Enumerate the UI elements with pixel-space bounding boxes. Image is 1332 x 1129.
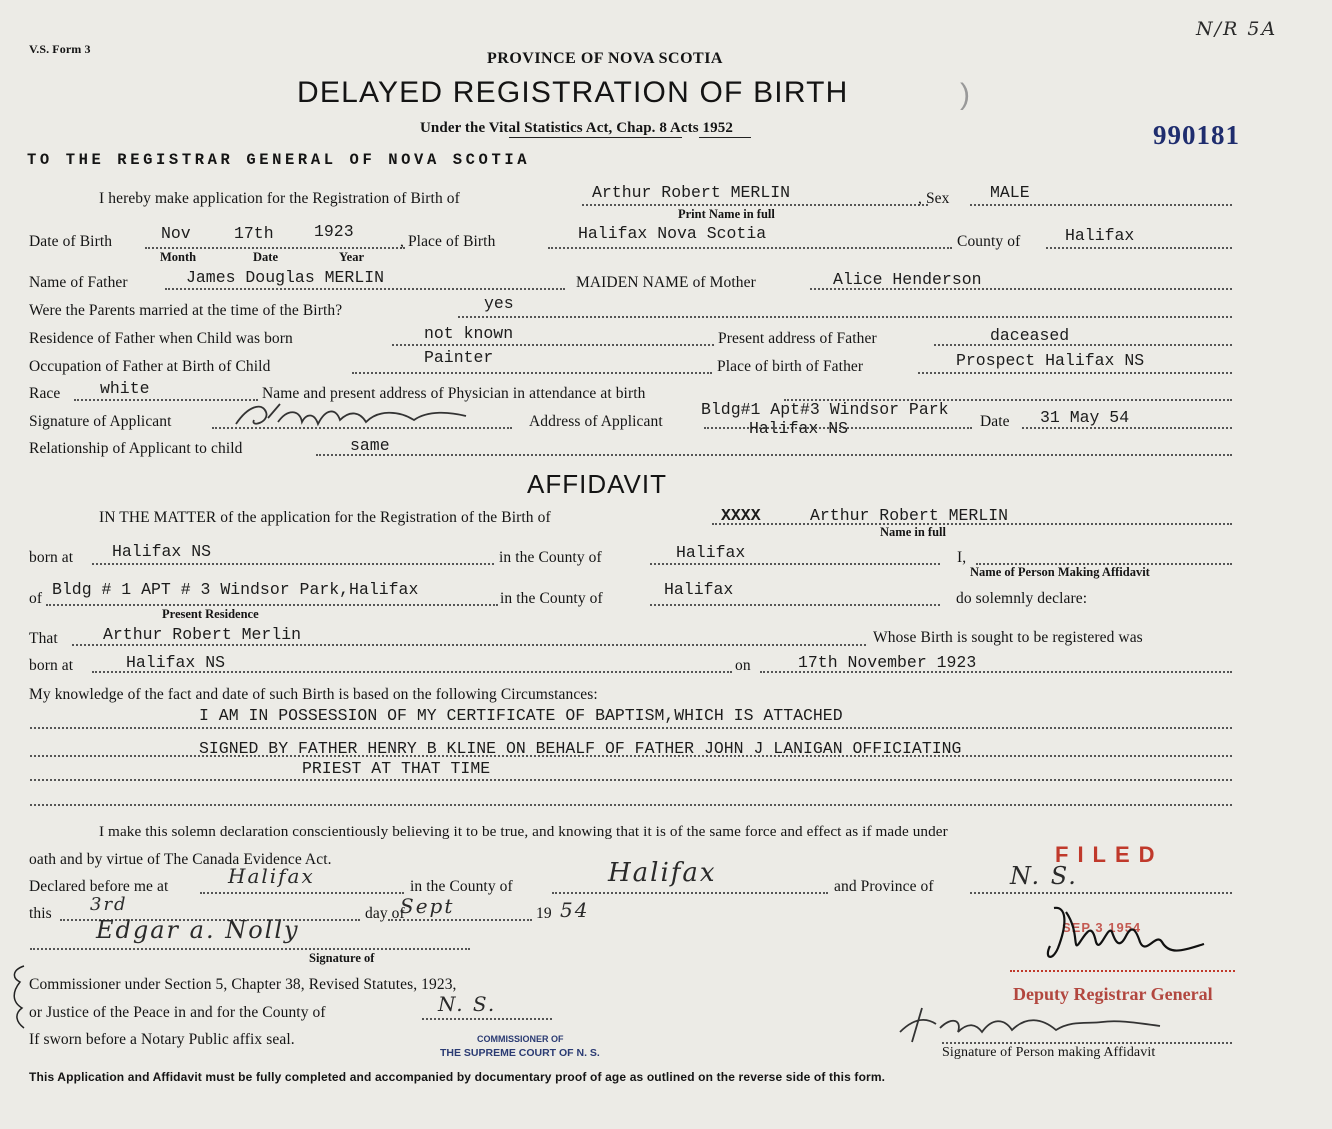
physician-label: Name and present address of Physician in attendance at birth xyxy=(262,385,646,402)
applicant-address-line2: Halifax NS xyxy=(749,419,849,438)
name-in-full-caption: Name in full xyxy=(880,525,946,539)
place-of-birth-label: , Place of Birth xyxy=(400,233,496,250)
dob-label: Date of Birth xyxy=(29,233,113,250)
this-label: this xyxy=(29,905,52,922)
sex-label: , Sex xyxy=(918,190,950,207)
affiant-signature-text xyxy=(960,1014,988,1015)
registrar-signature xyxy=(1036,902,1211,970)
place-of-birth-field: Halifax Nova Scotia xyxy=(578,224,767,243)
birth-registration-form: V.S. Form 3 N/R 5A PROVINCE OF NOVA SCOTIA DELAYED REGISTRATION OF BIRTH ) Under the Vital Statistics Act, Chap. 8 Acts 1952 990181 TO THE REGISTRAR GENERAL OF NOVA SCOTIA I hereby make application for the Registration of Birth of Arthur Robert MERLIN Print Name in full , Sex MALE Date of Birth Nov 17th 1923 Month Date Year , Place of Birth Halifax Nova Scotia County of Halifax Name of Father James Douglas MERLIN MAIDEN NAME of Mother Alice Henderson Were the Parents married at the time of the Birth? yes Residence of Father when Child was born not known Present address of Father daceased Occupation of Father at Birth of Child Painter Place of birth of Father Prospect Halifax NS Race white Name and present address of Physician in attendance at birth Signature of Applicant Address of Applicant Bldg#1 Apt#3 Windsor Park Halifax NS Date 31 May 54 Relationship of Applicant to child same AFFIDAVIT IN THE MATTER of the application for the Registration of the Birth of XXXX Arthur Robert MERLIN Name in full born at Halifax NS in the County of Halifax I, Name of Person Making Affidavit of Bldg # 1 APT # 3 Windsor Park,Halifax Present Residence in the County of Halifax do solemnly declare: That Arthur Robert Merlin Whose Birth is sought to be registered was born at Halifax NS on 17th November 1923 My knowledge of the fact and date of such Birth is based on the following Circumstances: I AM IN POSSESSION OF MY CERTIFICATE OF BAPTISM,WHICH IS ATTACHED SIGNED BY FATHER HENRY B KLINE ON BEHALF OF FATHER JOHN J LANIGAN OFFICIATING PRIEST AT THAT TIME I make this solemn declaration conscientiously believing it to be true, and knowing that it is of the same force and effect as if made under oath and by virtue of The Canada Evidence Act. Declared before me at Halifax in the County of Halifax and Province of N. S. this 3rd day of Sept 19 54 Edgar a. Nolly Signature of Commissioner under Section 5, Chapter 38, Revised Statutes, 1923, or Justice of the Peace in and for the County of N. S. If sworn before a Notary Public affix seal. COMMISSIONER OF THE SUPREME COURT OF N. S. FILED SEP 3 1954 Deputy Registrar General Signature of Person making Affidavit This Application and Affidavit must be fully completed and accompanied by documentary proof of age as outlined on the reverse side of this form. xyxy=(0,0,1332,1129)
parents-married-field: yes xyxy=(484,294,514,313)
applicant-signature xyxy=(228,398,483,432)
born-on-field: 17th November 1923 xyxy=(798,653,977,672)
circumstance-line-2: SIGNED BY FATHER HENRY B KLINE ON BEHALF OF FATHER JOHN J LANIGAN OFFICIATING xyxy=(199,739,962,758)
affiant-signature-caption: Signature of Person making Affidavit xyxy=(942,1045,1156,1060)
born-at-field: Halifax NS xyxy=(112,542,212,561)
affiant-residence-field: Bldg # 1 APT # 3 Windsor Park,Halifax xyxy=(52,580,419,599)
declared-county-field: Halifax xyxy=(608,858,717,888)
father-birthplace-label: Place of birth of Father xyxy=(717,358,864,375)
year-caption: Year xyxy=(339,250,364,264)
dob-month-field: Nov xyxy=(161,224,191,243)
margin-note: N/R 5A xyxy=(1196,18,1278,40)
registration-number: 990181 xyxy=(1153,120,1240,150)
born-at-label: born at xyxy=(29,549,74,566)
that-name-field: Arthur Robert Merlin xyxy=(103,625,302,644)
knowledge-label: My knowledge of the fact and date of such Birth is based on the following Circumstances: xyxy=(29,686,598,703)
mother-maiden-label: MAIDEN NAME of Mother xyxy=(576,274,756,291)
sex-field: MALE xyxy=(990,183,1030,202)
father-birthplace-field: Prospect Halifax NS xyxy=(956,351,1145,370)
affidavit-heading: AFFIDAVIT xyxy=(527,469,667,499)
father-occupation-label: Occupation of Father at Birth of Child xyxy=(29,358,271,375)
county-field: Halifax xyxy=(1065,226,1135,245)
race-field: white xyxy=(100,379,150,398)
relationship-label: Relationship of Applicant to child xyxy=(29,440,243,457)
of-label: of xyxy=(29,590,43,607)
commissioner-stamp-line2: THE SUPREME COURT OF N. S. xyxy=(440,1047,600,1059)
struck-text: XXXX xyxy=(721,506,761,525)
notary-line: If sworn before a Notary Public affix seal. xyxy=(29,1031,295,1048)
intro-label: I hereby make application for the Registration of Birth of xyxy=(99,190,460,207)
father-name-field: James Douglas MERLIN xyxy=(186,268,385,287)
applicant-address-line1: Bldg#1 Apt#3 Windsor Park xyxy=(701,400,949,419)
county-label: County of xyxy=(957,233,1021,250)
registrar-caption: Deputy Registrar General xyxy=(1013,984,1213,1004)
form-title: DELAYED REGISTRATION OF BIRTH xyxy=(297,76,849,109)
relationship-field: same xyxy=(350,436,390,455)
filed-date-stamp: SEP 3 1954 xyxy=(1062,920,1142,935)
born-county-label: in the County of xyxy=(499,549,602,566)
declared-county-label: in the County of xyxy=(410,878,513,895)
day-of-label: day of xyxy=(365,905,405,922)
applicant-address-label: Address of Applicant xyxy=(529,413,663,430)
month-field: Sept xyxy=(400,894,455,918)
justice-line: or Justice of the Peace in and for the County of xyxy=(29,1004,326,1021)
circumstance-line-3: PRIEST AT THAT TIME xyxy=(302,759,491,778)
print-name-caption: Print Name in full xyxy=(678,207,775,221)
affidavit-name-field: Arthur Robert MERLIN xyxy=(810,506,1009,525)
declared-province-field: N. S. xyxy=(1010,862,1078,890)
father-present-address-label: Present address of Father xyxy=(718,330,877,347)
that-label: That xyxy=(29,630,58,647)
father-occupation-field: Painter xyxy=(424,348,494,367)
commissioner-line: Commissioner under Section 5, Chapter 38, Revised Statutes, 1923, xyxy=(29,976,457,993)
child-name-field: Arthur Robert MERLIN xyxy=(592,183,791,202)
declared-at-label: Declared before me at xyxy=(29,878,169,895)
declare-label: do solemnly declare: xyxy=(956,590,1088,607)
declaration-line-2: oath and by virtue of The Canada Evidence Act. xyxy=(29,851,332,868)
present-residence-caption: Present Residence xyxy=(162,607,259,621)
affiant-signature-graphic xyxy=(892,1002,1172,1046)
province-heading: PROVINCE OF NOVA SCOTIA xyxy=(487,50,723,67)
race-label: Race xyxy=(29,385,61,402)
application-date-label: Date xyxy=(980,413,1010,430)
application-date-field: 31 May 54 xyxy=(1040,408,1130,427)
date-caption: Date xyxy=(253,250,278,264)
year-prefix: 19 xyxy=(536,905,552,922)
father-residence-label: Residence of Father when Child was born xyxy=(29,330,293,347)
affiant-name-caption: Name of Person Making Affidavit xyxy=(970,565,1150,579)
declared-at-field: Halifax xyxy=(228,864,315,888)
born-at2-field: Halifax NS xyxy=(126,653,226,672)
circumstance-line-1: I AM IN POSSESSION OF MY CERTIFICATE OF BAPTISM,WHICH IS ATTACHED xyxy=(199,706,843,725)
year-suffix-field: 54 xyxy=(560,898,590,922)
declaration-line-1: I make this solemn declaration conscientiously believing it to be true, and knowing that it is of the same force and effect as if made under xyxy=(99,823,948,840)
month-caption: Month xyxy=(160,250,197,264)
residence-county-field: Halifax xyxy=(664,580,734,599)
province-label: and Province of xyxy=(834,878,934,895)
commissioner-signature: Edgar a. Nolly xyxy=(96,916,300,944)
dob-year-field: 1923 xyxy=(314,222,354,241)
whose-birth-label: Whose Birth is sought to be registered was xyxy=(873,629,1143,646)
father-present-address-field: daceased xyxy=(990,326,1070,345)
day-field: 3rd xyxy=(90,894,128,915)
signature-of-caption: Signature of xyxy=(309,951,375,965)
commissioner-stamp-line1: COMMISSIONER OF xyxy=(477,1034,564,1044)
applicant-signature-label: Signature of Applicant xyxy=(29,413,172,430)
filed-stamp: FILED xyxy=(1055,842,1164,867)
born-at2-label: born at xyxy=(29,657,74,674)
parents-married-label: Were the Parents married at the time of the Birth? xyxy=(29,302,343,319)
footer-note: This Application and Affidavit must be fully completed and accompanied by documentary proof of age as outlined on the reverse side of this form. xyxy=(29,1070,886,1084)
born-county-field: Halifax xyxy=(676,543,746,562)
form-id: V.S. Form 3 xyxy=(29,42,91,56)
father-residence-field: not known xyxy=(424,324,514,343)
matter-label: IN THE MATTER of the application for the Registration of the Birth of xyxy=(99,509,551,526)
i-label: I, xyxy=(957,549,967,566)
born-on-label: on xyxy=(735,657,751,674)
addressee: TO THE REGISTRAR GENERAL OF NOVA SCOTIA xyxy=(27,151,531,169)
father-name-label: Name of Father xyxy=(29,274,128,291)
mother-maiden-field: Alice Henderson xyxy=(833,270,982,289)
dob-date-field: 17th xyxy=(234,224,274,243)
residence-county-label: in the County of xyxy=(500,590,603,607)
form-subtitle: Under the Vital Statistics Act, Chap. 8 Acts 1952 xyxy=(420,120,733,136)
margin-bracket xyxy=(6,962,32,1032)
justice-county-field: N. S. xyxy=(438,992,497,1016)
